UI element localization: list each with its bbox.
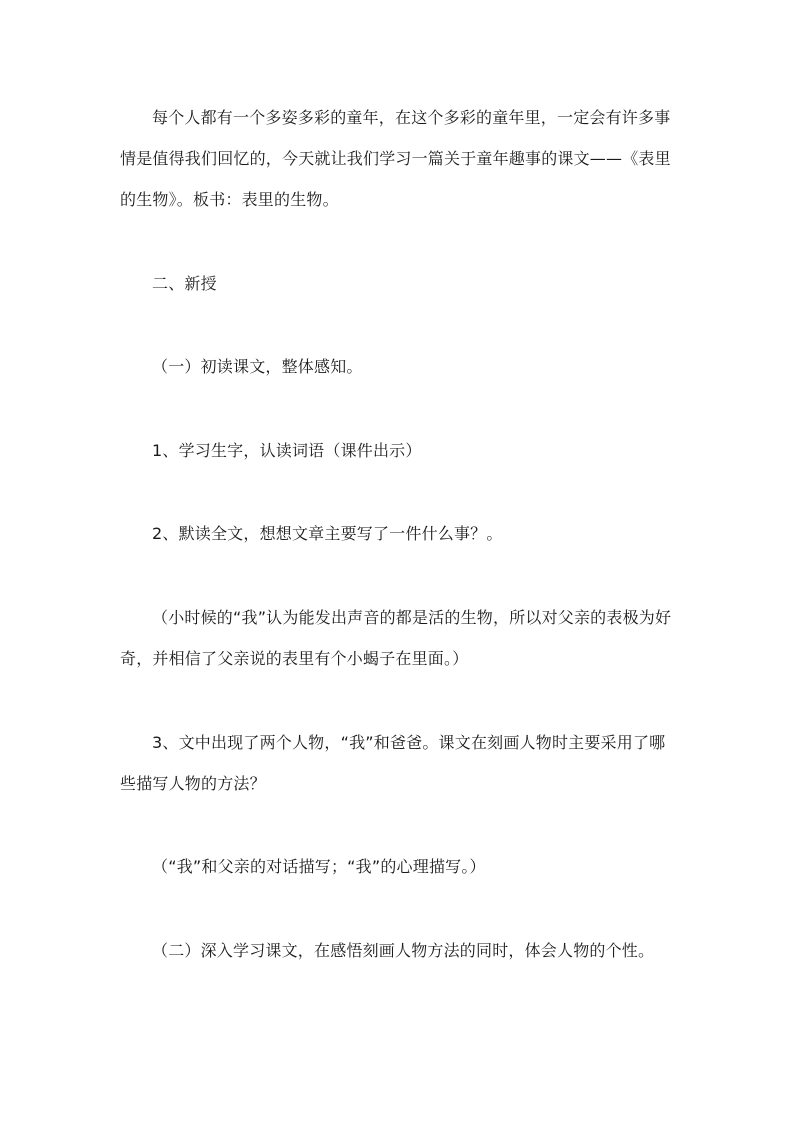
step-2-answer: （小时候的“我”认为能发出声音的都是活的生物，所以对父亲的表极为好奇，并相信了父亲说的表里有个小蝎子在里面。） [120, 608, 672, 668]
step-2-text: 2、默读全文，想想文章主要写了一件什么事？。 [152, 524, 503, 543]
step-3-answer: （“我”和父亲的对话描写；“我”的心理描写。） [152, 857, 486, 876]
intro-paragraph: 每个人都有一个多姿多彩的童年，在这个多彩的童年里，一定会有许多事情是值得我们回忆的，今天就让我们学习一篇关于童年趣事的课文——《表里的生物》。板书：表里的生物。 [120, 108, 671, 209]
step-3-text: 3、文中出现了两个人物，“我”和爸爸。课文在刻画人物时主要采用了哪些描写人物的方法？ [120, 733, 666, 793]
section-heading-new-lesson: 二、新授 [152, 274, 217, 293]
subsection-heading-first-reading: （一）初读课文，整体感知。 [152, 357, 363, 376]
subsection-heading-deep-study: （二）深入学习课文，在感悟刻画人物方法的同时，体会人物的个性。 [152, 941, 655, 960]
step-1-text: 1、学习生字，认读词语（课件出示） [152, 441, 422, 460]
